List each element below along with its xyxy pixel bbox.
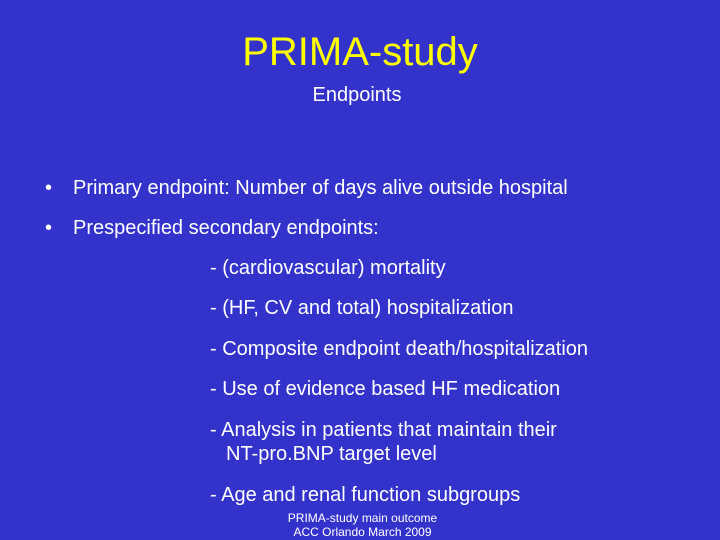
slide-footer (0, 511, 720, 539)
sub-item-continuation: NT-pro.BNP target level (226, 443, 437, 465)
slide-subtitle: Endpoints (312, 84, 402, 106)
footer-line-2: ACC Orlando March 2009 (293, 525, 432, 539)
sub-item: - Use of evidence based HF medication (210, 378, 561, 400)
sub-item: - (HF, CV and total) hospitalization (210, 297, 514, 319)
bullet-item-primary (45, 176, 568, 200)
sub-item: - (cardiovascular) mortality (210, 257, 446, 279)
sub-item: - Composite endpoint death/hospitalization (210, 338, 589, 360)
bullet-marker: • (45, 217, 53, 239)
sub-item-multiline (210, 418, 557, 466)
bullet-marker: • (45, 177, 53, 199)
bullet-text: Primary endpoint: Number of days alive outside hospital (73, 177, 568, 199)
sub-item: - Age and renal function subgroups (210, 484, 521, 506)
bullet-text: Prespecified secondary endpoints: (73, 217, 379, 239)
slide-title: PRIMA-study (242, 30, 478, 74)
sub-item-text: - Analysis in patients that maintain their (210, 419, 557, 441)
footer-line-1: PRIMA-study main outcome (287, 511, 438, 525)
bullet-item-secondary (45, 216, 379, 240)
